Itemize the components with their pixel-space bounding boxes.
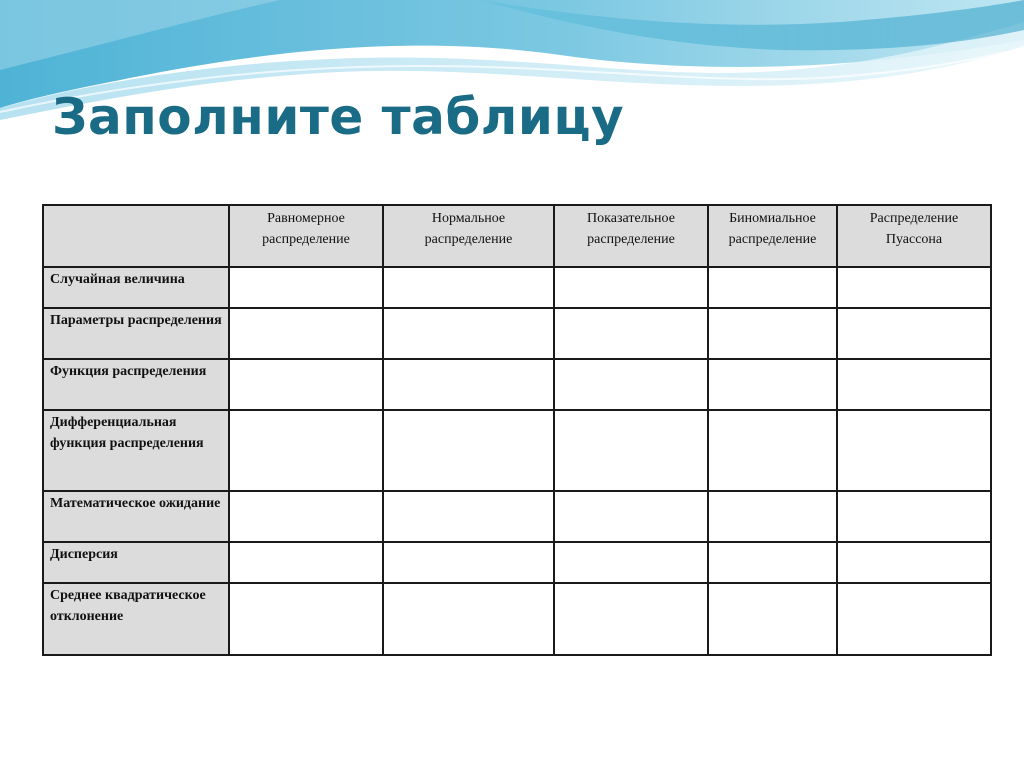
row-header-expectation: Математическое ожидание: [43, 491, 229, 542]
blank-cell[interactable]: [837, 542, 991, 583]
table-row: [43, 308, 991, 359]
blank-cell[interactable]: [837, 308, 991, 359]
blank-cell[interactable]: [554, 308, 708, 359]
blank-cell[interactable]: [837, 267, 991, 308]
blank-cell[interactable]: [837, 410, 991, 491]
blank-cell[interactable]: [837, 491, 991, 542]
blank-cell[interactable]: [383, 359, 554, 410]
blank-cell[interactable]: [383, 308, 554, 359]
blank-cell[interactable]: [229, 410, 383, 491]
row-header-standard-deviation: Среднее квадратическое отклонение: [43, 583, 229, 655]
blank-cell[interactable]: [708, 583, 837, 655]
blank-cell[interactable]: [554, 410, 708, 491]
blank-cell[interactable]: [837, 583, 991, 655]
blank-cell[interactable]: [554, 491, 708, 542]
table-row: [43, 542, 991, 583]
column-header-uniform: Равномерное распределение: [229, 205, 383, 267]
blank-cell[interactable]: [554, 583, 708, 655]
blank-cell[interactable]: [229, 542, 383, 583]
row-header-variance: Дисперсия: [43, 542, 229, 583]
blank-cell[interactable]: [383, 491, 554, 542]
table-row: [43, 267, 991, 308]
slide-title: Заполните таблицу: [52, 88, 625, 146]
blank-cell[interactable]: [837, 359, 991, 410]
blank-cell[interactable]: [383, 410, 554, 491]
table-row: [43, 491, 991, 542]
blank-cell[interactable]: [229, 583, 383, 655]
blank-cell[interactable]: [383, 267, 554, 308]
header-row: [43, 205, 991, 267]
row-header-parameters: Параметры распределения: [43, 308, 229, 359]
table-corner-cell: [43, 205, 229, 267]
row-header-random-variable: Случайная величина: [43, 267, 229, 308]
row-header-density-function: Дифференциальная функция распределения: [43, 410, 229, 491]
blank-cell[interactable]: [554, 267, 708, 308]
blank-cell[interactable]: [554, 359, 708, 410]
column-header-poisson: Распределение Пуассона: [837, 205, 991, 267]
table-row: [43, 583, 991, 655]
blank-cell[interactable]: [708, 359, 837, 410]
blank-cell[interactable]: [229, 308, 383, 359]
column-header-normal: Нормальное распределение: [383, 205, 554, 267]
blank-cell[interactable]: [708, 267, 837, 308]
blank-cell[interactable]: [708, 542, 837, 583]
column-header-exponential: Показательное распределение: [554, 205, 708, 267]
blank-cell[interactable]: [383, 542, 554, 583]
row-header-distribution-function: Функция распределения: [43, 359, 229, 410]
distribution-table: [42, 204, 992, 656]
blank-cell[interactable]: [554, 542, 708, 583]
blank-cell[interactable]: [229, 267, 383, 308]
table-row: [43, 359, 991, 410]
table-row: [43, 410, 991, 491]
blank-cell[interactable]: [229, 359, 383, 410]
column-header-binomial: Биномиальное распределение: [708, 205, 837, 267]
blank-cell[interactable]: [708, 491, 837, 542]
blank-cell[interactable]: [708, 410, 837, 491]
blank-cell[interactable]: [383, 583, 554, 655]
blank-cell[interactable]: [229, 491, 383, 542]
blank-cell[interactable]: [708, 308, 837, 359]
